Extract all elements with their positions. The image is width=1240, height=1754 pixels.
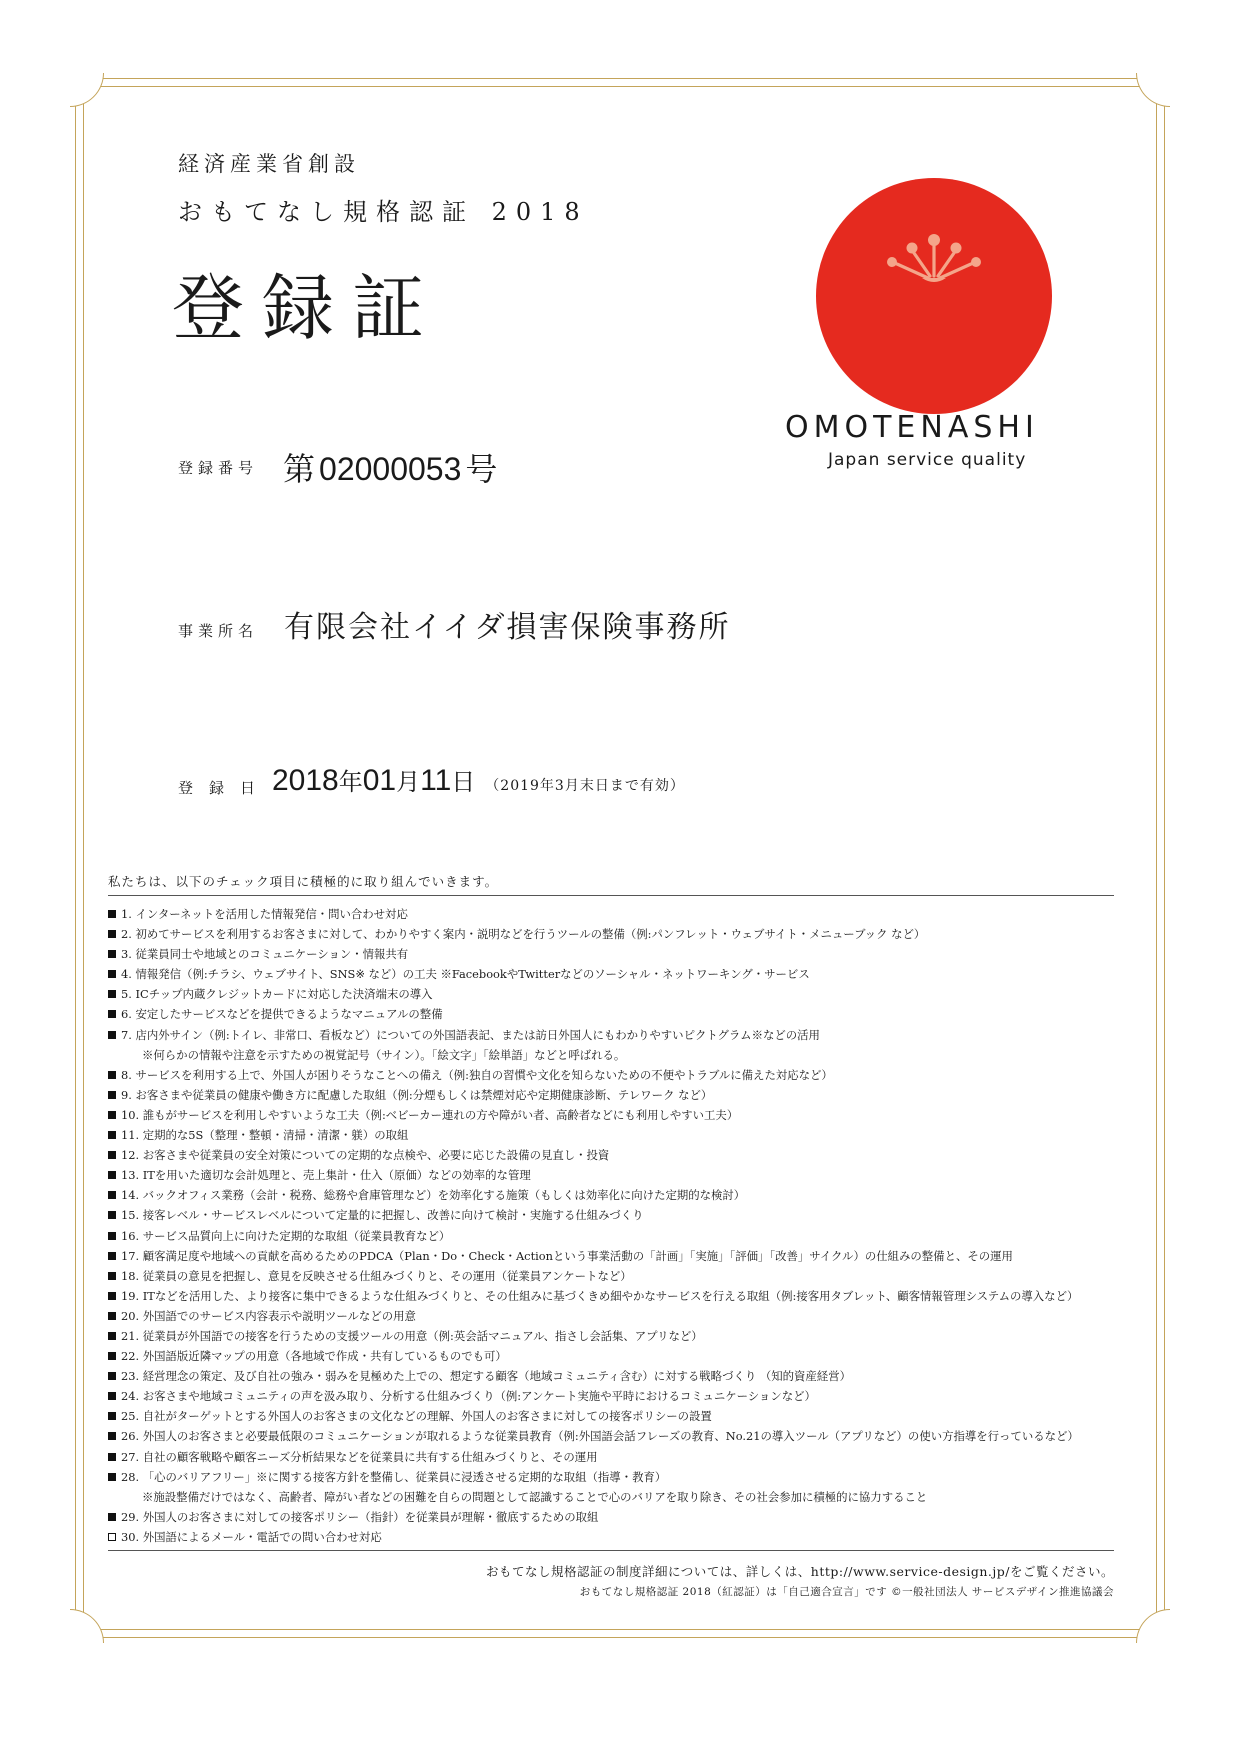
- checklist-item: [108, 1527, 1118, 1547]
- checklist-item-text: 11. 定期的な5S（整理・整頓・清掃・清潔・躾）の取組: [121, 1128, 409, 1143]
- checklist-item-text: 2. 初めてサービスを利用するお客さまに対して、わかりやすく案内・説明などを行うツールの整備（例:パンフレット・ウェブサイト・メニューブック など）: [121, 927, 926, 942]
- checklist-item-text: 25. 自社がターゲットとする外国人のお客さまの文化などの理解、外国人のお客さまに対しての接客ポリシーの設置: [121, 1409, 712, 1424]
- checklist-item-text: 18. 従業員の意見を把握し、意見を反映させる仕組みづくりと、その運用（従業員アンケートなど）: [121, 1268, 632, 1283]
- checked-box-icon: [108, 1232, 116, 1240]
- checklist-item: [108, 1025, 1118, 1045]
- program-line: おもてなし規格認証 2018: [178, 198, 589, 226]
- checklist-item: [108, 1426, 1118, 1446]
- checklist-item: [108, 1226, 1118, 1246]
- checked-box-icon: [108, 1292, 116, 1300]
- checklist-item-text: 24. お客さまや地域コミュニティの声を汲み取り、分析する仕組みづくり（例:アンケート実施や平時におけるコミュニケーションなど）: [121, 1389, 816, 1404]
- checklist-item-text: 12. お客さまや従業員の安全対策についての定期的な点検や、必要に応じた設備の見直し・投資: [121, 1148, 610, 1163]
- checklist-item: [108, 1406, 1118, 1426]
- checklist-item-text: ※何らかの情報や注意を示すための視覚記号（サイン）。「絵文字」「絵単語」などと呼ばれる。: [142, 1047, 626, 1062]
- checked-box-icon: [108, 1392, 116, 1400]
- checklist-item: [108, 1085, 1118, 1105]
- checked-box-icon: [108, 1352, 116, 1360]
- checklist-item: [108, 1125, 1118, 1145]
- checklist-item: [108, 1105, 1118, 1125]
- checked-box-icon: [108, 1171, 116, 1179]
- checked-box-icon: [108, 1071, 116, 1079]
- footer-url-note: おもてなし規格認証の制度詳細については、詳しくは、http://www.service-design.jp/をご覧ください。: [486, 1564, 1114, 1579]
- page-title: 登録証: [172, 266, 443, 350]
- checked-box-icon: [108, 1211, 116, 1219]
- checklist-item-text: 16. サービス品質向上に向けた定期的な取組（従業員教育など）: [121, 1228, 451, 1243]
- checked-box-icon: [108, 1312, 116, 1320]
- checklist-item: [108, 1145, 1118, 1165]
- checklist-item-text: 5. ICチップ内蔵クレジットカードに対応した決済端末の導入: [121, 987, 433, 1002]
- checked-box-icon: [108, 1453, 116, 1461]
- checklist-item-text: ※施設整備だけではなく、高齢者、障がい者などの困難を自らの問題として認識することで心のバリアを取り除き、その社会参加に積極的に協力すること: [142, 1489, 928, 1504]
- checked-box-icon: [108, 1332, 116, 1340]
- checked-box-icon: [108, 1252, 116, 1260]
- checklist-item: [108, 1366, 1118, 1386]
- checklist-item-text: 19. ITなどを活用した、より接客に集中できるような仕組みづくりと、その仕組みに基づくきめ細やかなサービスを行える取組（例:接客用タブレット、顧客情報管理システムの導入など）: [121, 1288, 1079, 1303]
- checklist-item: [108, 984, 1118, 1004]
- date-day: 11: [420, 764, 452, 797]
- checked-box-icon: [108, 970, 116, 978]
- checklist-item: [108, 1246, 1118, 1266]
- checklist-item: [108, 924, 1118, 944]
- checked-box-icon: [108, 1151, 116, 1159]
- checklist-item-text: 7. 店内外サイン（例:トイレ、非常口、看板など）についての外国語表記、または訪日外国人にもわかりやすいピクトグラム※などの活用: [121, 1027, 820, 1042]
- checklist-item: [108, 1165, 1118, 1185]
- checked-box-icon: [108, 1372, 116, 1380]
- checked-box-icon: [108, 1131, 116, 1139]
- registration-date-label: 登録日: [178, 779, 272, 797]
- ministry-line: 経済産業省創設: [178, 152, 360, 176]
- checklist-item-text: 15. 接客レベル・サービスレベルについて定量的に把握し、改善に向けて検討・実施する仕組みづくり: [121, 1208, 644, 1223]
- date-month: 01: [362, 764, 397, 797]
- registration-number-label: 登録番号: [178, 459, 259, 477]
- date-year-unit: 年: [338, 768, 363, 796]
- checklist-item: [108, 1346, 1118, 1366]
- checklist-item-text: 8. サービスを利用する上で、外国人が困りそうなことへの備え（例:独自の習慣や文化を知らないための不便やトラブルに備えた対応など）: [121, 1067, 833, 1082]
- footer-copyright: おもてなし規格認証 2018（紅認証）は「自己適合宣言」です ©一般社団法人 サービスデザイン推進協議会: [579, 1586, 1114, 1598]
- checklist-item: [108, 964, 1118, 984]
- checked-box-icon: [108, 930, 116, 938]
- checklist-item-text: 29. 外国人のお客さまに対しての接客ポリシー（指針）を従業員が理解・徹底するための取組: [121, 1509, 599, 1524]
- checklist-item: [108, 1386, 1118, 1406]
- checked-box-icon: [108, 1111, 116, 1119]
- unchecked-box-icon: [108, 1533, 116, 1541]
- flower-icon: [870, 232, 998, 292]
- registration-suffix: 号: [465, 450, 498, 488]
- checked-box-icon: [108, 1191, 116, 1199]
- checklist-item-text: 3. 従業員同士や地域とのコミュニケーション・情報共有: [121, 947, 409, 962]
- validity-note: （2019年3月末日まで有効）: [485, 778, 685, 794]
- checklist-item: [108, 1286, 1118, 1306]
- checklist-intro: 私たちは、以下のチェック項目に積極的に取り組んでいきます。: [108, 874, 499, 889]
- checked-box-icon: [108, 910, 116, 918]
- checklist-item: [108, 1065, 1118, 1085]
- checked-box-icon: [108, 1412, 116, 1420]
- checklist-item: [108, 904, 1118, 924]
- checklist-item: [108, 1306, 1118, 1326]
- checklist-item: [108, 1507, 1118, 1527]
- checklist-item: [108, 1447, 1118, 1467]
- checklist-note: [108, 1045, 1118, 1065]
- business-name-label: 事業所名: [178, 622, 259, 640]
- checklist-item-text: 14. バックオフィス業務（会計・税務、総務や倉庫管理など）を効率化する施策（もしくは効率化に向けた定期的な検討）: [121, 1188, 746, 1203]
- checked-box-icon: [108, 1513, 116, 1521]
- checklist-item-text: 6. 安定したサービスなどを提供できるようなマニュアルの整備: [121, 1007, 443, 1022]
- checklist-item-text: 23. 経営理念の策定、及び自社の強み・弱みを見極めた上での、想定する顧客（地域コミュニティ含む）に対する戦略づくり （知的資産経営）: [121, 1369, 851, 1384]
- checklist-item: [108, 1205, 1118, 1225]
- checked-box-icon: [108, 1473, 116, 1481]
- checklist-item-text: 9. お客さまや従業員の健康や働き方に配慮した取組（例:分煙もしくは禁煙対応や定期健康診断、テレワーク など）: [121, 1087, 713, 1102]
- checklist-item-text: 21. 従業員が外国語での接客を行うための支援ツールの用意（例:英会話マニュアル、指さし会話集、アプリなど）: [121, 1328, 703, 1343]
- checklist: [108, 904, 1118, 1547]
- checked-box-icon: [108, 1432, 116, 1440]
- checked-box-icon: [108, 1010, 116, 1018]
- checklist-item: [108, 1266, 1118, 1286]
- checked-box-icon: [108, 1272, 116, 1280]
- checklist-item-text: 22. 外国語版近隣マップの用意（各地域で作成・共有しているものでも可）: [121, 1349, 507, 1364]
- registration-number-value: 02000053: [319, 451, 462, 487]
- checklist-item-text: 1. インターネットを活用した情報発信・問い合わせ対応: [121, 907, 408, 921]
- date-day-unit: 日: [451, 768, 476, 796]
- logo-tagline: Japan service quality: [828, 450, 1027, 470]
- checked-box-icon: [108, 1091, 116, 1099]
- date-year: 2018: [272, 764, 339, 797]
- logo-wordmark: OMOTENASHI: [785, 410, 1039, 445]
- divider: [108, 1550, 1114, 1551]
- checklist-item-text: 27. 自社の顧客戦略や顧客ニーズ分析結果などを従業員に共有する仕組みづくりと、その運用: [121, 1449, 598, 1464]
- divider: [108, 895, 1114, 896]
- registration-number: [283, 444, 497, 490]
- checklist-item-text: 30. 外国語によるメール・電話での問い合わせ対応: [121, 1529, 382, 1544]
- checklist-item: [108, 1004, 1118, 1024]
- checked-box-icon: [108, 990, 116, 998]
- checklist-item: [108, 1185, 1118, 1205]
- registration-date: [272, 762, 685, 798]
- date-month-unit: 月: [396, 768, 421, 796]
- checked-box-icon: [108, 1031, 116, 1039]
- checklist-note: [108, 1487, 1118, 1507]
- checklist-item-text: 10. 誰もがサービスを利用しやすいような工夫（例:ベビーカー連れの方や障がい者、高齢者などにも利用しやすい工夫）: [121, 1107, 739, 1122]
- checklist-item-text: 4. 情報発信（例:チラシ、ウェブサイト、SNS※ など）の工夫 ※FacebookやTwitterなどのソーシャル・ネットワーキング・サービス: [121, 967, 810, 982]
- omotenashi-logo-circle: [816, 178, 1052, 414]
- checklist-item-text: 28. 「心のバリアフリー」※に関する接客方針を整備し、従業員に浸透させる定期的な取組（指導・教育）: [121, 1469, 667, 1484]
- checklist-item-text: 13. ITを用いた適切な会計処理と、売上集計・仕入（原価）などの効率的な管理: [121, 1168, 531, 1183]
- checklist-item: [108, 944, 1118, 964]
- checklist-item: [108, 1326, 1118, 1346]
- checklist-item-text: 17. 顧客満足度や地域への貢献を高めるためのPDCA（Plan・Do・Check・Actionという事業活動の「計画」「実施」「評価」「改善」サイクル）の仕組みの整備と、その運用: [121, 1248, 1013, 1263]
- checklist-item-text: 20. 外国語でのサービス内容表示や説明ツールなどの用意: [121, 1308, 416, 1323]
- business-name: 有限会社イイダ損害保険事務所: [284, 610, 731, 645]
- registration-prefix: 第: [283, 450, 316, 488]
- checklist-item-text: 26. 外国人のお客さまと必要最低限のコミュニケーションが取れるような従業員教育（例:外国語会話フレーズの教育、No.21の導入ツール（アプリなど）の使い方指導を行っているなど）: [121, 1429, 1079, 1444]
- checklist-item: [108, 1467, 1118, 1487]
- checked-box-icon: [108, 950, 116, 958]
